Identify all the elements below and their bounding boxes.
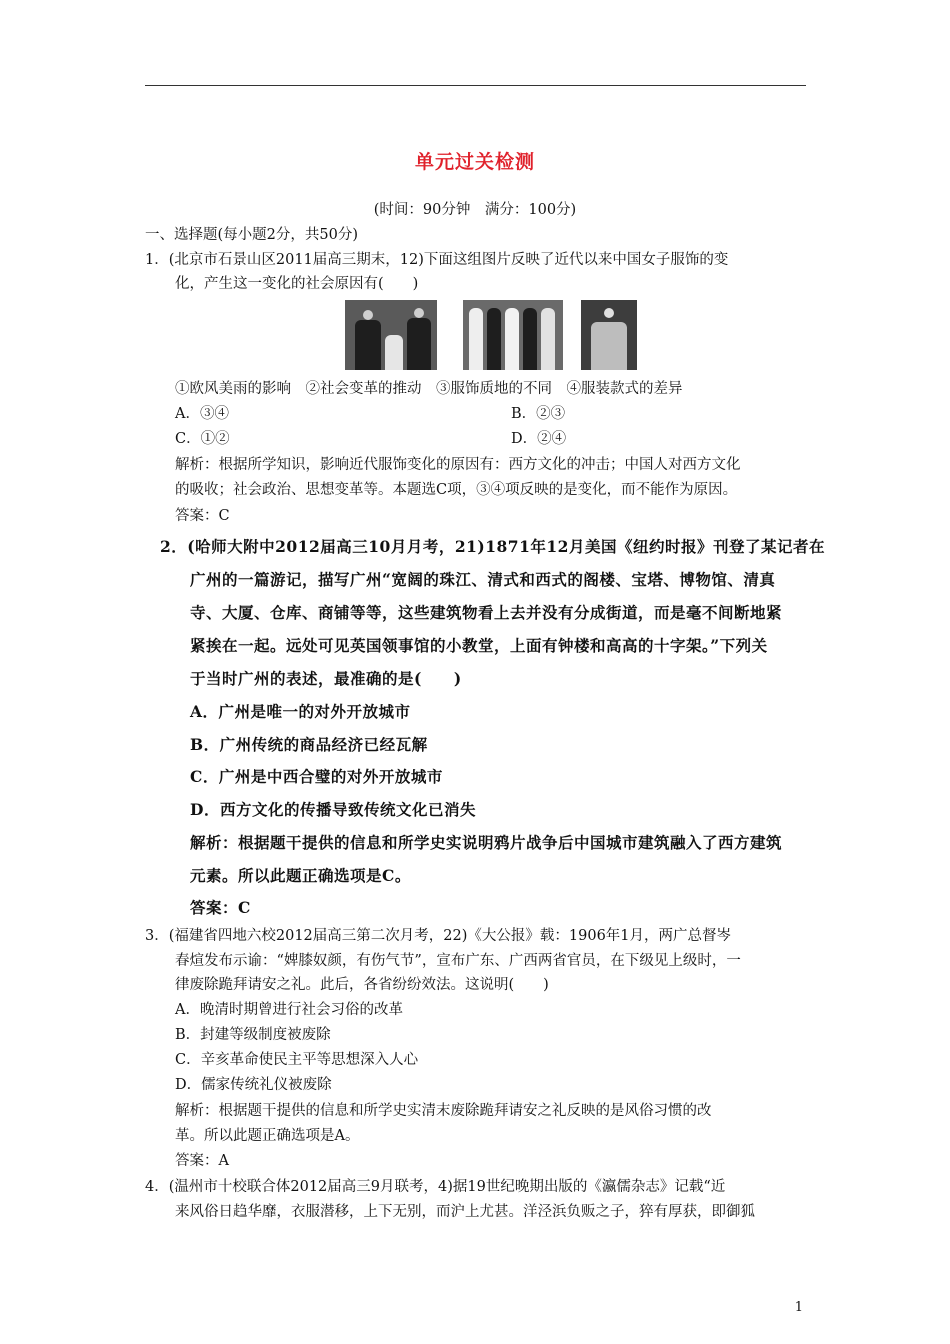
q2-stem-line-4: 紧挨在一起。远处可见英国领事馆的小教堂，上面有钟楼和高高的十字架。”下列关: [190, 636, 768, 655]
page-title: 单元过关检测: [414, 151, 535, 173]
q2-stem-line-1: 2．(哈师大附中2012届高三10月月考，21)1871年12月美国《纽约时报》刊登了某记者在: [160, 537, 825, 556]
q1-option-b: B．②③: [511, 406, 566, 422]
q1-answer: 答案：C: [175, 508, 230, 524]
q3-stem-line-1: 3．(福建省四地六校2012届高三第二次月考，22)《大公报》载：1906年1月，两广总督岑: [145, 928, 732, 944]
clothing-photo-strip: [345, 300, 637, 370]
header-rule: [145, 85, 806, 86]
q4-stem-line-1: 4．(温州市十校联合体2012届高三9月联考，4)据19世纪晚期出版的《瀛儒杂志》记载“近: [145, 1179, 726, 1195]
q2-stem-line-2: 广州的一篇游记，描写广州“宽阔的珠江、清式和西式的阁楼、宝塔、博物馆、清真: [190, 570, 776, 589]
q1-option-a: A．③④: [175, 406, 229, 422]
qing-dress-photo: [345, 300, 437, 370]
exam-meta: (时间：90分钟 满分：100分): [373, 202, 577, 218]
q3-analysis-line-2: 革。所以此题正确选项是A。: [175, 1128, 360, 1144]
q2-analysis-line-2: 元素。所以此题正确选项是C。: [190, 866, 411, 885]
q1-option-c: C．①②: [175, 431, 230, 447]
q3-analysis-line-1: 解析：根据题干提供的信息和所学史实清末废除跪拜请安之礼反映的是风俗习惯的改: [175, 1103, 712, 1119]
qipao-photo: [463, 300, 563, 370]
q2-analysis-line-1: 解析：根据题干提供的信息和所学史实说明鸦片战争后中国城市建筑融入了西方建筑: [190, 833, 783, 852]
q2-option-b: B．广州传统的商品经济已经瓦解: [190, 735, 428, 754]
q2-stem-line-5: 于当时广州的表述，最准确的是( ): [190, 669, 462, 688]
section-heading: 一、选择题(每小题2分，共50分): [145, 227, 358, 243]
q1-items: ①欧风美雨的影响 ②社会变革的推动 ③服饰质地的不同 ④服装款式的差异: [175, 381, 683, 397]
q3-answer: 答案：A: [175, 1153, 229, 1169]
q3-stem-line-3: 律废除跪拜请安之礼。此后，各省纷纷效法。这说明( ): [175, 977, 549, 993]
q1-option-d: D．②④: [511, 431, 567, 447]
q3-option-a: A．晚清时期曾进行社会习俗的改革: [175, 1002, 403, 1018]
q3-option-c: C．辛亥革命使民主平等思想深入人心: [175, 1052, 419, 1068]
q1-analysis-line-2: 的吸收；社会政治、思想变革等。本题选C项，③④项反映的是变化，而不能作为原因。: [175, 482, 738, 498]
q1-stem-line-2: 化，产生这一变化的社会原因有( ): [175, 276, 419, 292]
q2-stem-line-3: 寺、大厦、仓库、商铺等等，这些建筑物看上去并没有分成街道，而是毫不间断地紧: [190, 603, 783, 622]
q3-stem-line-2: 春煊发布示谕：“婢膝奴颜，有伤气节”，宣布广东、广西两省官员，在下级见上级时，一: [175, 953, 741, 969]
q2-answer: 答案：C: [190, 898, 251, 917]
q1-stem-line-1: 1．(北京市石景山区2011届高三期末，12)下面这组图片反映了近代以来中国女子服饰的变: [145, 252, 729, 268]
modern-dress-photo: [581, 300, 637, 370]
q2-option-c: C．广州是中西合璧的对外开放城市: [190, 767, 443, 786]
page-number: 1: [794, 1300, 803, 1315]
q2-option-d: D．西方文化的传播导致传统文化已消失: [190, 800, 476, 819]
q3-option-b: B．封建等级制度被废除: [175, 1027, 331, 1043]
q1-analysis-line-1: 解析：根据所学知识，影响近代服饰变化的原因有：西方文化的冲击；中国人对西方文化: [175, 457, 741, 473]
q3-option-d: D．儒家传统礼仪被废除: [175, 1077, 332, 1093]
q2-option-a: A．广州是唯一的对外开放城市: [190, 702, 411, 721]
q4-stem-line-2: 来风俗日趋华靡，衣服潜移，上下无别，而沪上尤甚。洋泾浜负贩之子，猝有厚获，即御狐: [175, 1204, 755, 1220]
